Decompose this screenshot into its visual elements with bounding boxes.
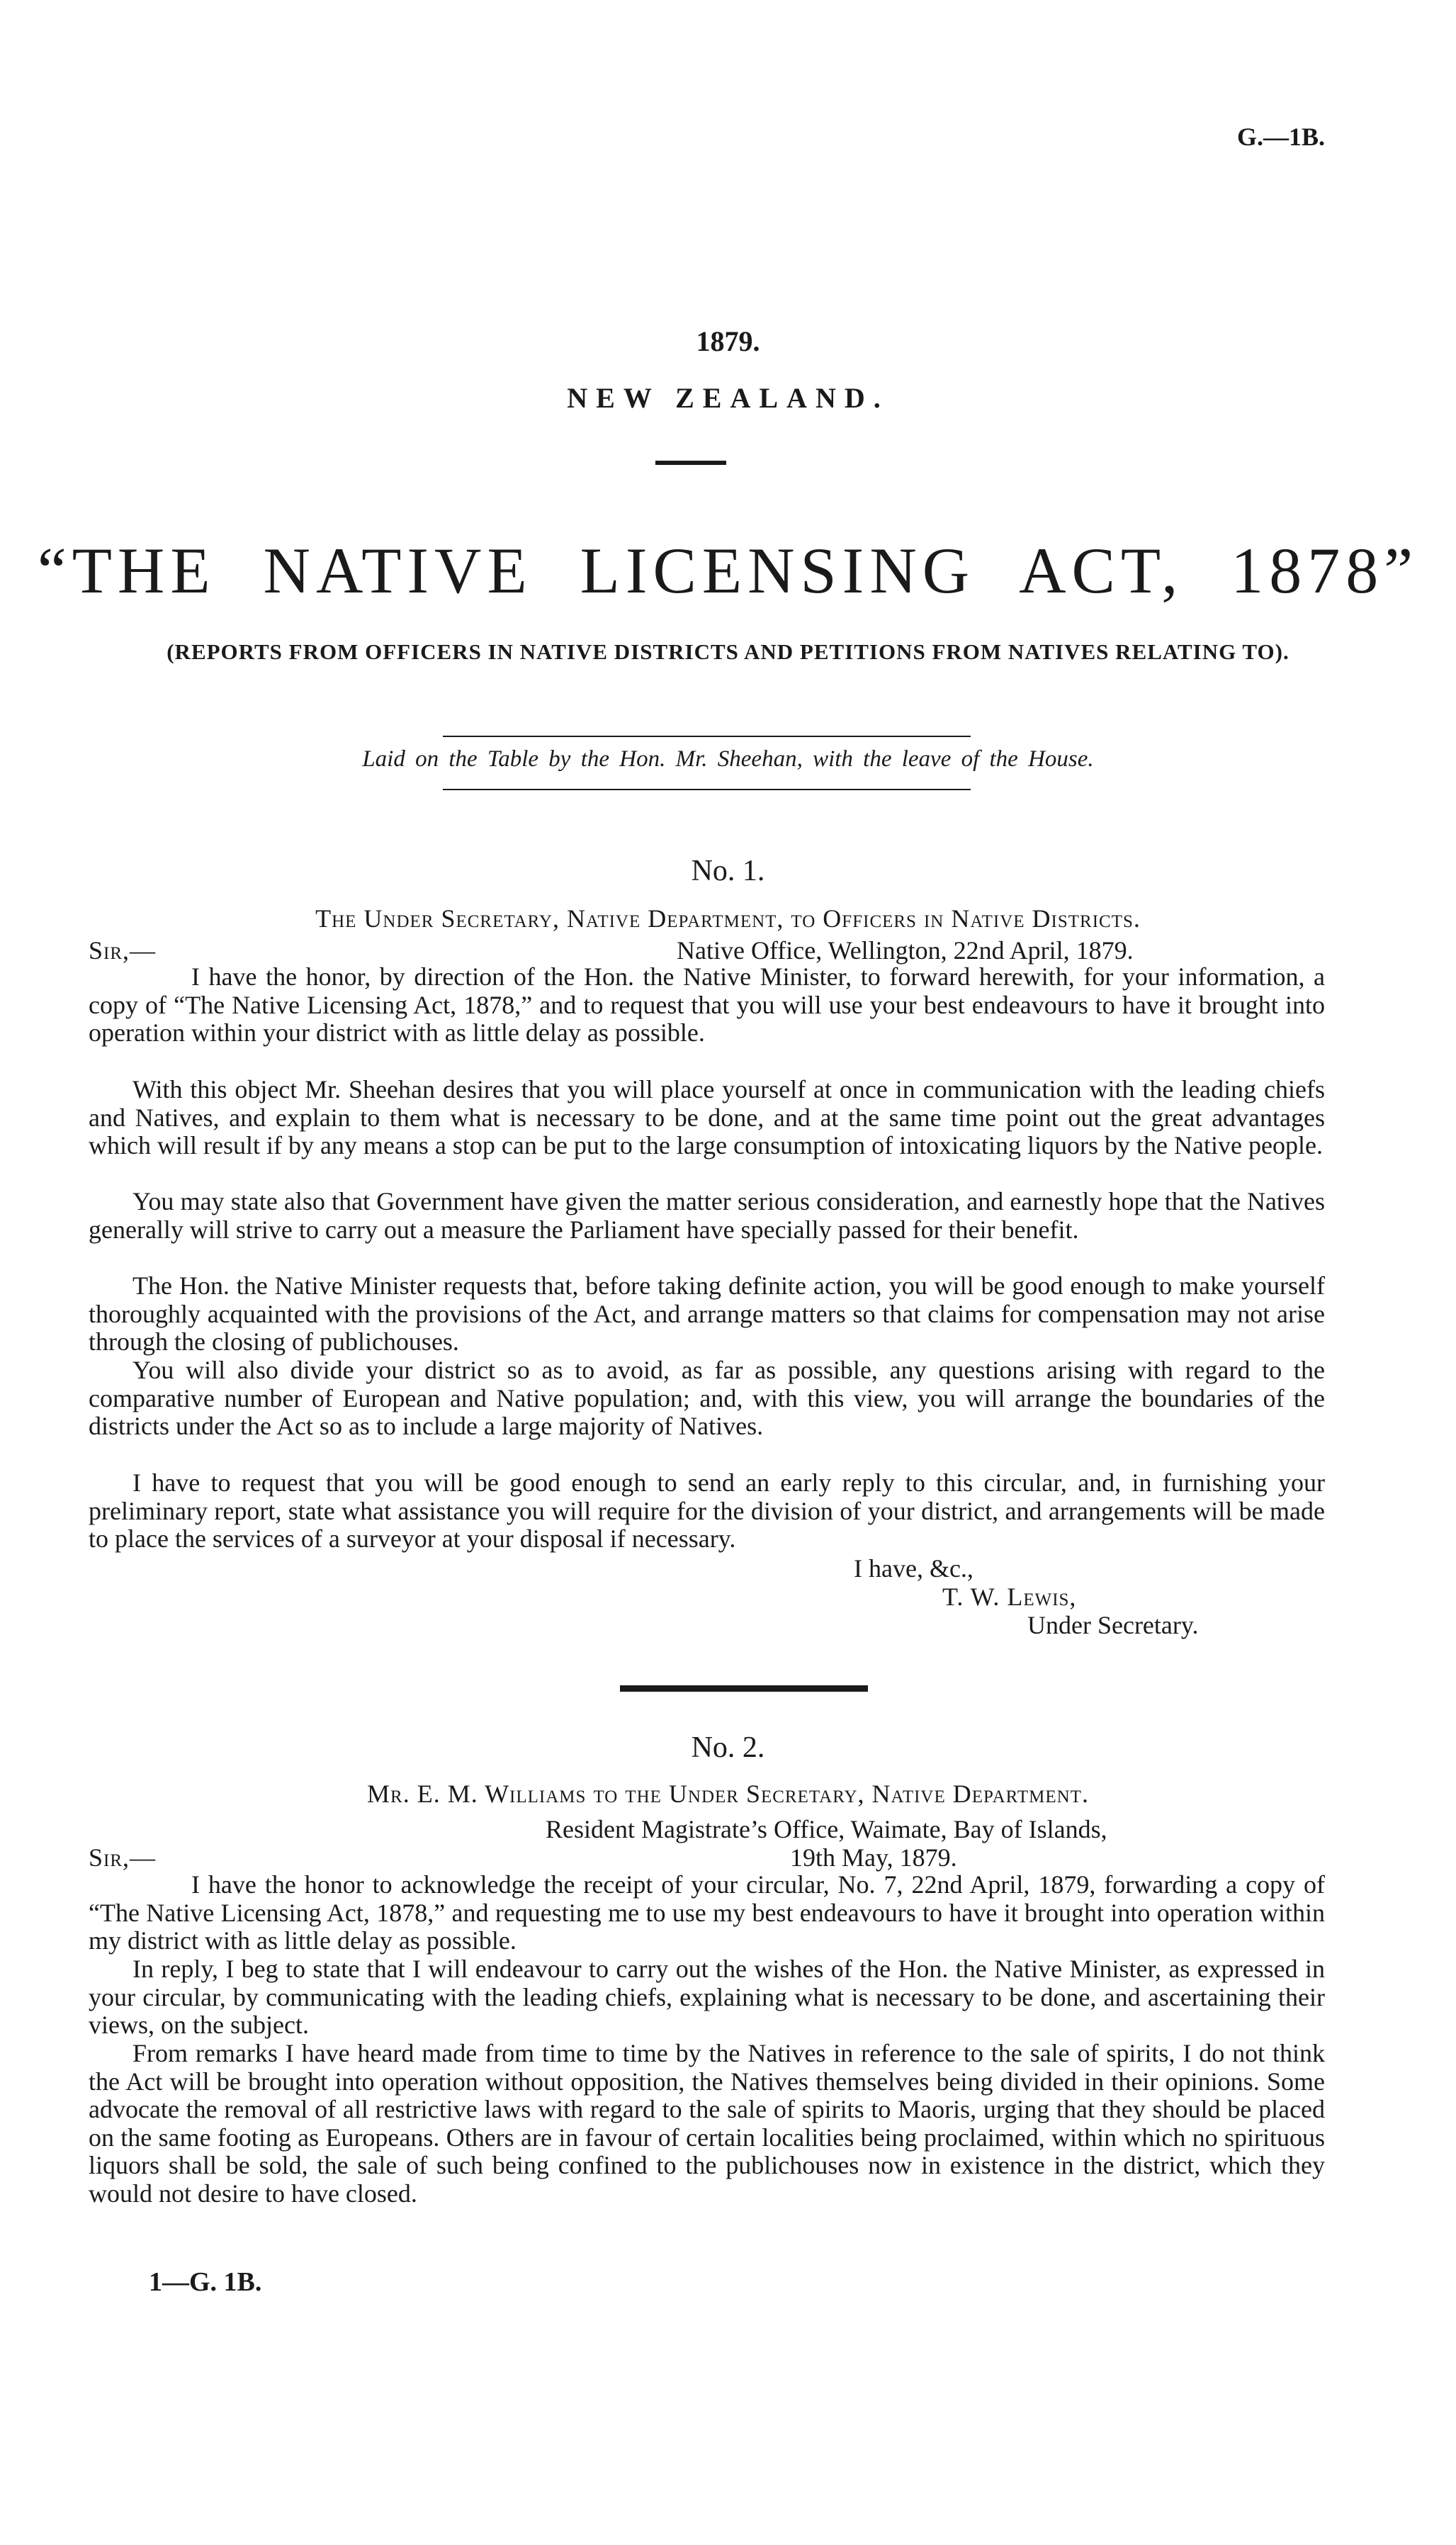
letter-1-paragraph-6: I have to request that you will be good enough to send an early reply to this circular, and, in furnishing your preliminary report, state what assistance you will require for the division of your district, and arrangements will be made to place the services of a surveyor at your disposal if necessary. (89, 1468, 1325, 1554)
letter-1-heading: The Under Secretary, Native Department, to Officers in Native Districts. (315, 904, 1141, 933)
signature-mark: 1—G. 1B. (149, 2267, 262, 2297)
letter-2-location: Resident Magistrate’s Office, Waimate, Bay of Islands, (546, 1815, 1107, 1843)
letter-1-closing: I have, &c., (854, 1554, 974, 1583)
letter-1-salutation: Sir,— (89, 936, 157, 965)
letter-1-paragraph-4: The Hon. the Native Minister requests that, before taking definite action, you will be good enough to make yourself thoroughly acquainted with the provisions of the Act, and arrange matters so that claims for compensation may not arise through the closing of publichouses. (89, 1271, 1325, 1356)
laid-rule-bottom (443, 789, 971, 790)
letter-2-paragraph-2: In reply, I beg to state that I will endeavour to carry out the wishes of the Hon. the Native Minister, as expressed in your circular, by communicating with the leading chiefs, explaining what is necessary to be done, and ascertaining their views, on the subject. (89, 1955, 1325, 2040)
letter-1-paragraph-2: With this object Mr. Sheehan desires that you will place yourself at once in communication with the leading chiefs and Natives, and explain to them what is necessary to be done, and at the same time point out the great advantages which will result if by any means a stop can be put to the large consumption of intoxicating liquors by the Native people. (89, 1075, 1325, 1160)
letter-1-paragraph-3: You may state also that Government have given the matter serious consideration, and earnestly hope that the Natives generally will strive to carry out a measure the Parliament have specially passed for their benefit. (89, 1187, 1325, 1244)
year: 1879. (696, 325, 760, 357)
section-divider (620, 1685, 868, 1692)
title-rule (655, 461, 726, 465)
letter-1-signatory: T. W. Lewis, (942, 1583, 1077, 1611)
letter-2-number: No. 2. (691, 1731, 765, 1764)
letter-1-location-date: Native Office, Wellington, 22nd April, 1879. (677, 936, 1134, 965)
letter-1-signatory-title: Under Secretary. (1027, 1611, 1199, 1639)
country: NEW ZEALAND. (567, 382, 889, 414)
page-reference: G.—1B. (1236, 123, 1325, 151)
letter-1-paragraph-1: I have the honor, by direction of the Hon. the Native Minister, to forward herewith, for your information, a copy of “The Native Licensing Act, 1878,” and to request that you will use your best endeavours to have it brought into operation within your district with as little delay as possible. (89, 962, 1325, 1047)
letter-2-salutation: Sir,— (89, 1843, 157, 1872)
letter-1-paragraph-5: You will also divide your district so as to avoid, as far as possible, any questions arising with regard to the comparative number of European and Native population; and, with this view, you will arrange the boundaries of the districts under the Act so as to include a large majority of Natives. (89, 1356, 1325, 1441)
laid-on-table-note: Laid on the Table by the Hon. Mr. Sheehan, with the leave of the House. (362, 746, 1094, 772)
letter-2-paragraph-3: From remarks I have heard made from time to time by the Natives in reference to the sale of spirits, I do not think the Act will be brought into operation without opposition, the Natives themselves being divided in their opinions. Some advocate the removal of all restrictive laws with regard to the sale of spirits to Maoris, urging that they should be placed on the same footing as Europeans. Others are in favour of certain localities being proclaimed, within which no spirituous liquors shall be sold, the sale of such being confined to the publichouses now in existence in the district, which they would not desire to have closed. (89, 2039, 1325, 2208)
laid-rule-top (443, 736, 971, 737)
letter-2-heading: Mr. E. M. Williams to the Under Secretary, Native Department. (367, 1780, 1089, 1808)
letter-1-number: No. 1. (691, 855, 765, 887)
letter-2-paragraph-1: I have the honor to acknowledge the receipt of your circular, No. 7, 22nd April, 1879, forwarding a copy of “The Native Licensing Act, 1878,” and requesting me to use my best endeavours to have it brought into operation within my district with as little delay as possible. (89, 1870, 1325, 1955)
letter-2-date: 19th May, 1879. (790, 1843, 957, 1872)
document-title: “THE NATIVE LICENSING ACT, 1878” (37, 534, 1419, 607)
document-subtitle: (REPORTS FROM OFFICERS IN NATIVE DISTRICTS AND PETITIONS FROM NATIVES RELATING TO). (167, 639, 1289, 664)
